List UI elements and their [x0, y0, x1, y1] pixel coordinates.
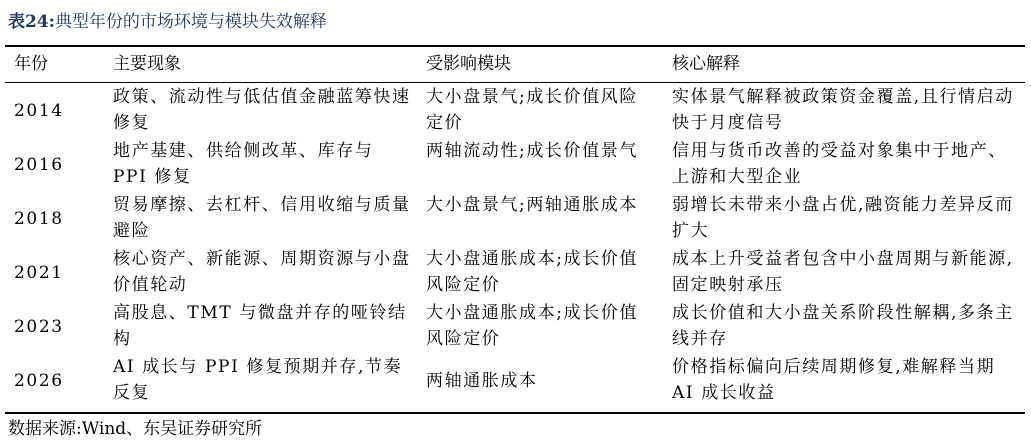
- cell-explanation: 弱增长未带来小盘占优,融资能力差异反而扩大: [672, 195, 1014, 241]
- top-rule: [5, 45, 1025, 47]
- table-title: 典型年份的市场环境与模块失效解释: [54, 12, 327, 32]
- cell-explanation: 实体景气解释被政策资金覆盖,且行情启动快于月度信号: [672, 87, 1014, 133]
- table-row: [0, 300, 1031, 354]
- header-modules: 受影响模块: [426, 54, 511, 74]
- cell-explanation: 信用与货币改善的受益对象集中于地产、上游和大型企业: [672, 141, 1007, 187]
- cell-phenomenon: AI 成长与 PPI 修复预期并存,节奏反复: [113, 357, 403, 403]
- header-rule: [5, 82, 1025, 83]
- year-text: 2026: [14, 371, 64, 391]
- table-row: [0, 192, 1031, 246]
- cell-modules: [426, 354, 656, 408]
- cell-explanation: 价格指标偏向后续周期修复,难解释当期 AI 成长收益: [672, 357, 996, 403]
- cell-year: [14, 246, 94, 300]
- year-text: 2016: [14, 155, 64, 175]
- cell-year: [14, 192, 94, 246]
- cell-modules: 大小盘通胀成本;成长价值风险定价: [426, 303, 638, 349]
- source-note: 数据来源:Wind、东吴证券研究所: [8, 419, 263, 439]
- cell-phenomenon: 地产基建、供给侧改革、库存与 PPI 修复: [113, 141, 374, 187]
- header-explanation: 核心解释: [672, 54, 740, 74]
- cell-modules: 大小盘景气;成长价值风险定价: [426, 87, 638, 133]
- cell-year: [14, 84, 94, 138]
- year-text: 2014: [14, 101, 64, 121]
- header-phenomenon: 主要现象: [113, 54, 181, 74]
- cell-year: [14, 300, 94, 354]
- table-row: [0, 84, 1031, 138]
- cell-modules: 大小盘通胀成本;成长价值风险定价: [426, 249, 638, 295]
- cell-year: [14, 138, 94, 192]
- cell-modules: 大小盘景气;两轴通胀成本: [426, 195, 638, 215]
- year-text: 2018: [14, 209, 64, 229]
- cell-phenomenon: 高股息、TMT 与微盘并存的哑铃结构: [113, 303, 407, 349]
- cell-explanation: 成本上升受益者包含中小盘周期与新能源,固定映射承压: [672, 249, 1014, 295]
- cell-phenomenon: 贸易摩擦、去杠杆、信用收缩与质量避险: [113, 195, 411, 241]
- year-text: 2021: [14, 263, 64, 283]
- cell-phenomenon: 政策、流动性与低估值金融蓝筹快速修复: [113, 87, 411, 133]
- year-text: 2023: [14, 317, 64, 337]
- header-year: 年份: [14, 54, 48, 74]
- modules-text: 两轴通胀成本: [426, 371, 538, 391]
- cell-phenomenon: 核心资产、新能源、周期资源与小盘价值轮动: [113, 249, 411, 295]
- table-row: [0, 138, 1031, 192]
- table-number: 表24:: [8, 12, 55, 32]
- bottom-rule: [5, 412, 1025, 414]
- cell-year: [14, 354, 94, 408]
- cell-modules: 两轴流动性;成长价值景气: [426, 141, 638, 161]
- cell-explanation: 成长价值和大小盘关系阶段性解耦,多条主线并存: [672, 303, 1014, 349]
- table-caption: [8, 10, 327, 34]
- table-row: [0, 354, 1031, 408]
- table-row: [0, 246, 1031, 300]
